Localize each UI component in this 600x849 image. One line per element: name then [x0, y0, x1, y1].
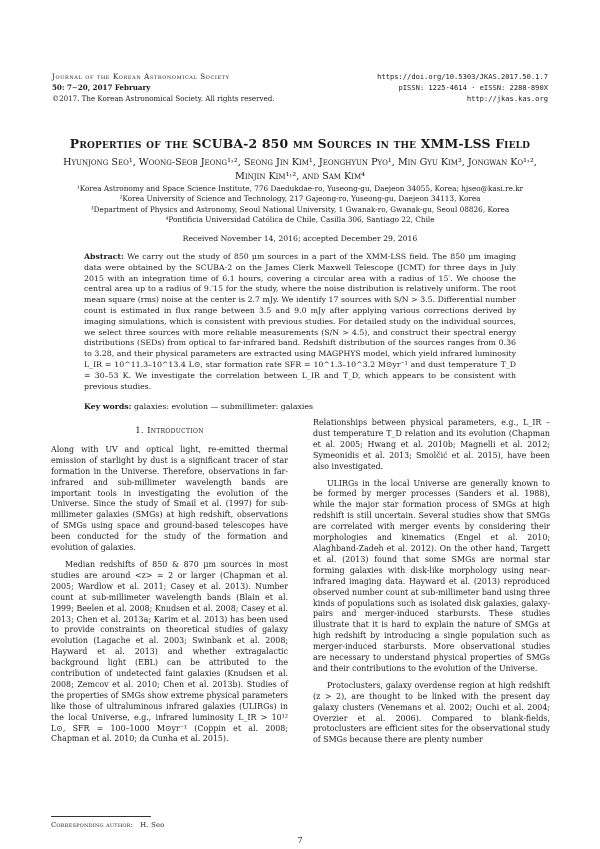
footnote-name: H. Seo — [140, 821, 165, 829]
paragraph: Median redshifts of 850 & 870 μm sources in most studies are around <z> = 2 or larger (Chapman et al. 2005; Wardlow et al. 2011; Casey et al. 2013). Number count at sub-millimeter wavelength bands (Blain et al. 1999; Beelen et al. 2008; Knudsen et al. 2008; Casey et al. 2013; Chen et al. 2013a; Karim et al. 2013) has been used to provide constraints on theoretical studies of galaxy evolution (Lagache et al. 2003; Swinbank et al. 2008; Hayward et al. 2013) and whether extragalactic background light (EBL) can be attributed to the contribution of undetected faint galaxies (Knudsen et al. 2008; Zemcov et al. 2010; Chen et al. 2013b). Studies of the properties of SMGs show extreme physical parameters like those of ultraluminous infrared galaxies (ULIRGs) in the local Universe, e.g., infrared luminosity L_IR > 10¹² L⊙, SFR = 100–1000 M⊙yr⁻¹ (Coppin et al. 2008; Chapman et al. 2010; da Cunha et al. 2015). — [51, 559, 288, 744]
left-column — [51, 418, 288, 751]
page-number: 7 — [297, 836, 303, 845]
doi-link[interactable]: https://doi.org/10.5303/JKAS.2017.50.1.7 — [377, 72, 548, 81]
affiliation: ⁴Pontificia Universidad Católica de Chile, Casilla 306, Santiago 22, Chile — [165, 214, 435, 224]
paper-title: Properties of the SCUBA-2 850 μm Sources in the XMM-LSS Field — [69, 136, 531, 151]
abstract-text: We carry out the study of 850 μm sources in a part of the XMM-LSS field. The 850 μm imaging data were obtained by the SCUBA-2 on the James Clerk Maxwell Telescope (JCMT) for three days in July 2015 with an integration time of 6.1 hours, covering a circular area with a radius of 15′. We choose the central area up to a radius of 9.′15 for the study, where the noise distribution is relatively uniform. The root mean square (rms) noise at the center is 2.7 mJy. We identify 17 sources with S/N > 3.5. Differential number count is estimated in flux range between 3.5 and 9.0 mJy after applying various corrections derived by imaging simulations, which is consistent with previous studies. For detailed study on the individual sources, we select three sources with more reliable measurements (S/N > 4.5), and construct their spectral energy distributions (SEDs) from optical to far-infrared band. Redshift distribution of the sources ranges from 0.36 to 3.28, and their physical parameters are extracted using MAGPHYS model, which yield infrared luminosity L_IR = 10^11.3–10^13.4 L⊙, star formation rate SFR = 10^1.3–10^3.2 M⊙yr⁻¹ and dust temperature T_D = 30–53 K. We investigate the correlation between L_IR and T_D, which appears to be consistent with previous studies. — [84, 252, 516, 391]
abstract-label: Abstract: — [84, 252, 124, 261]
copyright: ©2017. The Korean Astronomical Society. All rights reserved. — [52, 94, 275, 103]
section-title: 1. Introduction — [135, 426, 204, 436]
journal-header — [52, 71, 275, 104]
paragraph: ULIRGs in the local Universe are generally known to be formed by merger processes (Sanders et al. 1988), while the major star formation process of SMGs at high redshift is still uncertain. Several studies show that SMGs are correlated with merger events by considering their morphologies and kinematics (Engel et al. 2010; Alaghband-Zadeh et al. 2012). On the other hand, Targett et al. (2013) found that some SMGs are normal star forming galaxies with disk-like morphology using near-infrared imaging data. Hayward et al. (2013) reproduced observed number count at sub-millimeter band using three kinds of populations such as isolated disk galaxies, galaxy-pairs and merger-induced starbursts. These studies illustrate that it is hard to explain the nature of SMGs at high redshift by introducing a single population such as merger-induced starbursts. More observational studies are necessary to understand physical properties of SMGs and their contributions to the evolution of the Universe. — [313, 478, 550, 673]
journal-name: Journal of the Korean Astronomical Society — [52, 72, 230, 81]
paragraph: Protoclusters, galaxy overdense region at high redshift (z > 2), are thought to be linked with the present day galaxy clusters (Venemans et al. 2002; Ouchi et al. 2004; Overzier et al. 2006). Compared to blank-fields, protoclusters are efficient sites for the observational study of SMGs because there are plenty number — [313, 680, 550, 745]
keywords — [84, 402, 516, 411]
abstract — [84, 252, 516, 392]
right-column — [313, 418, 550, 752]
affiliation: ³Department of Physics and Astronomy, Seoul National University, 1 Gwanak-ro, Gwanak-gu, Seoul 08826, Korea — [90, 204, 510, 214]
issn: pISSN: 1225-4614 · eISSN: 2288-890X — [398, 83, 548, 92]
paragraph: Along with UV and optical light, re-emitted thermal emission of starlight by dust is a significant tracer of star formation in the Universe. Therefore, observations in far-infrared and sub-millimeter wavelength bands are important tools in investigating the evolution of the Universe. Since the study of Smail et al. (1997) for sub-millimeter galaxies (SMGs) at high redshift, observations of SMGs using space and ground-based telescopes have been conducted for the study of the formation and evolution of galaxies. — [51, 444, 288, 553]
keywords-label: Key words: — [84, 402, 132, 411]
author-list: Hyunjong Seo¹, Woong-Seob Jeong¹˒², Seong Jin Kim¹, Jeonghyun Pyo¹, Min Gyu Kim³, Jongwan Ko¹˒², Minjin Kim¹˒², and Sam Kim⁴ — [63, 157, 537, 182]
journal-url[interactable]: http://jkas.kas.org — [466, 94, 548, 103]
paragraph: Relationships between physical parameters, e.g., L_IR – dust temperature T_D relation and its evolution (Chapman et al. 2005; Hwang et al. 2010b; Magnelli et al. 2012; Symeonidis et al. 2013; Smolčić et al. 2015), have been also investigated. — [313, 418, 550, 471]
affiliations — [40, 184, 560, 225]
affiliation: ²Korea University of Science and Technology, 217 Gajeong-ro, Yuseong-gu, Daejeon 34113, Korea — [119, 194, 481, 204]
corresponding-author — [51, 821, 164, 829]
affiliation: ¹Korea Astronomy and Space Science Institute, 776 Daedukdae-ro, Yuseong-gu, Daejeon 34055, Korea; hjseo@kasi.re.kr — [76, 184, 524, 193]
received-dates: Received November 14, 2016; accepted December 29, 2016 — [182, 234, 418, 243]
footnote-divider — [51, 816, 151, 817]
publication-info — [377, 71, 548, 104]
issue-info: 50: 7∼20, 2017 February — [52, 83, 151, 92]
footnote-label: Corresponding author: — [51, 821, 134, 829]
keywords-text: galaxies: evolution — submillimeter: galaxies — [134, 402, 314, 411]
